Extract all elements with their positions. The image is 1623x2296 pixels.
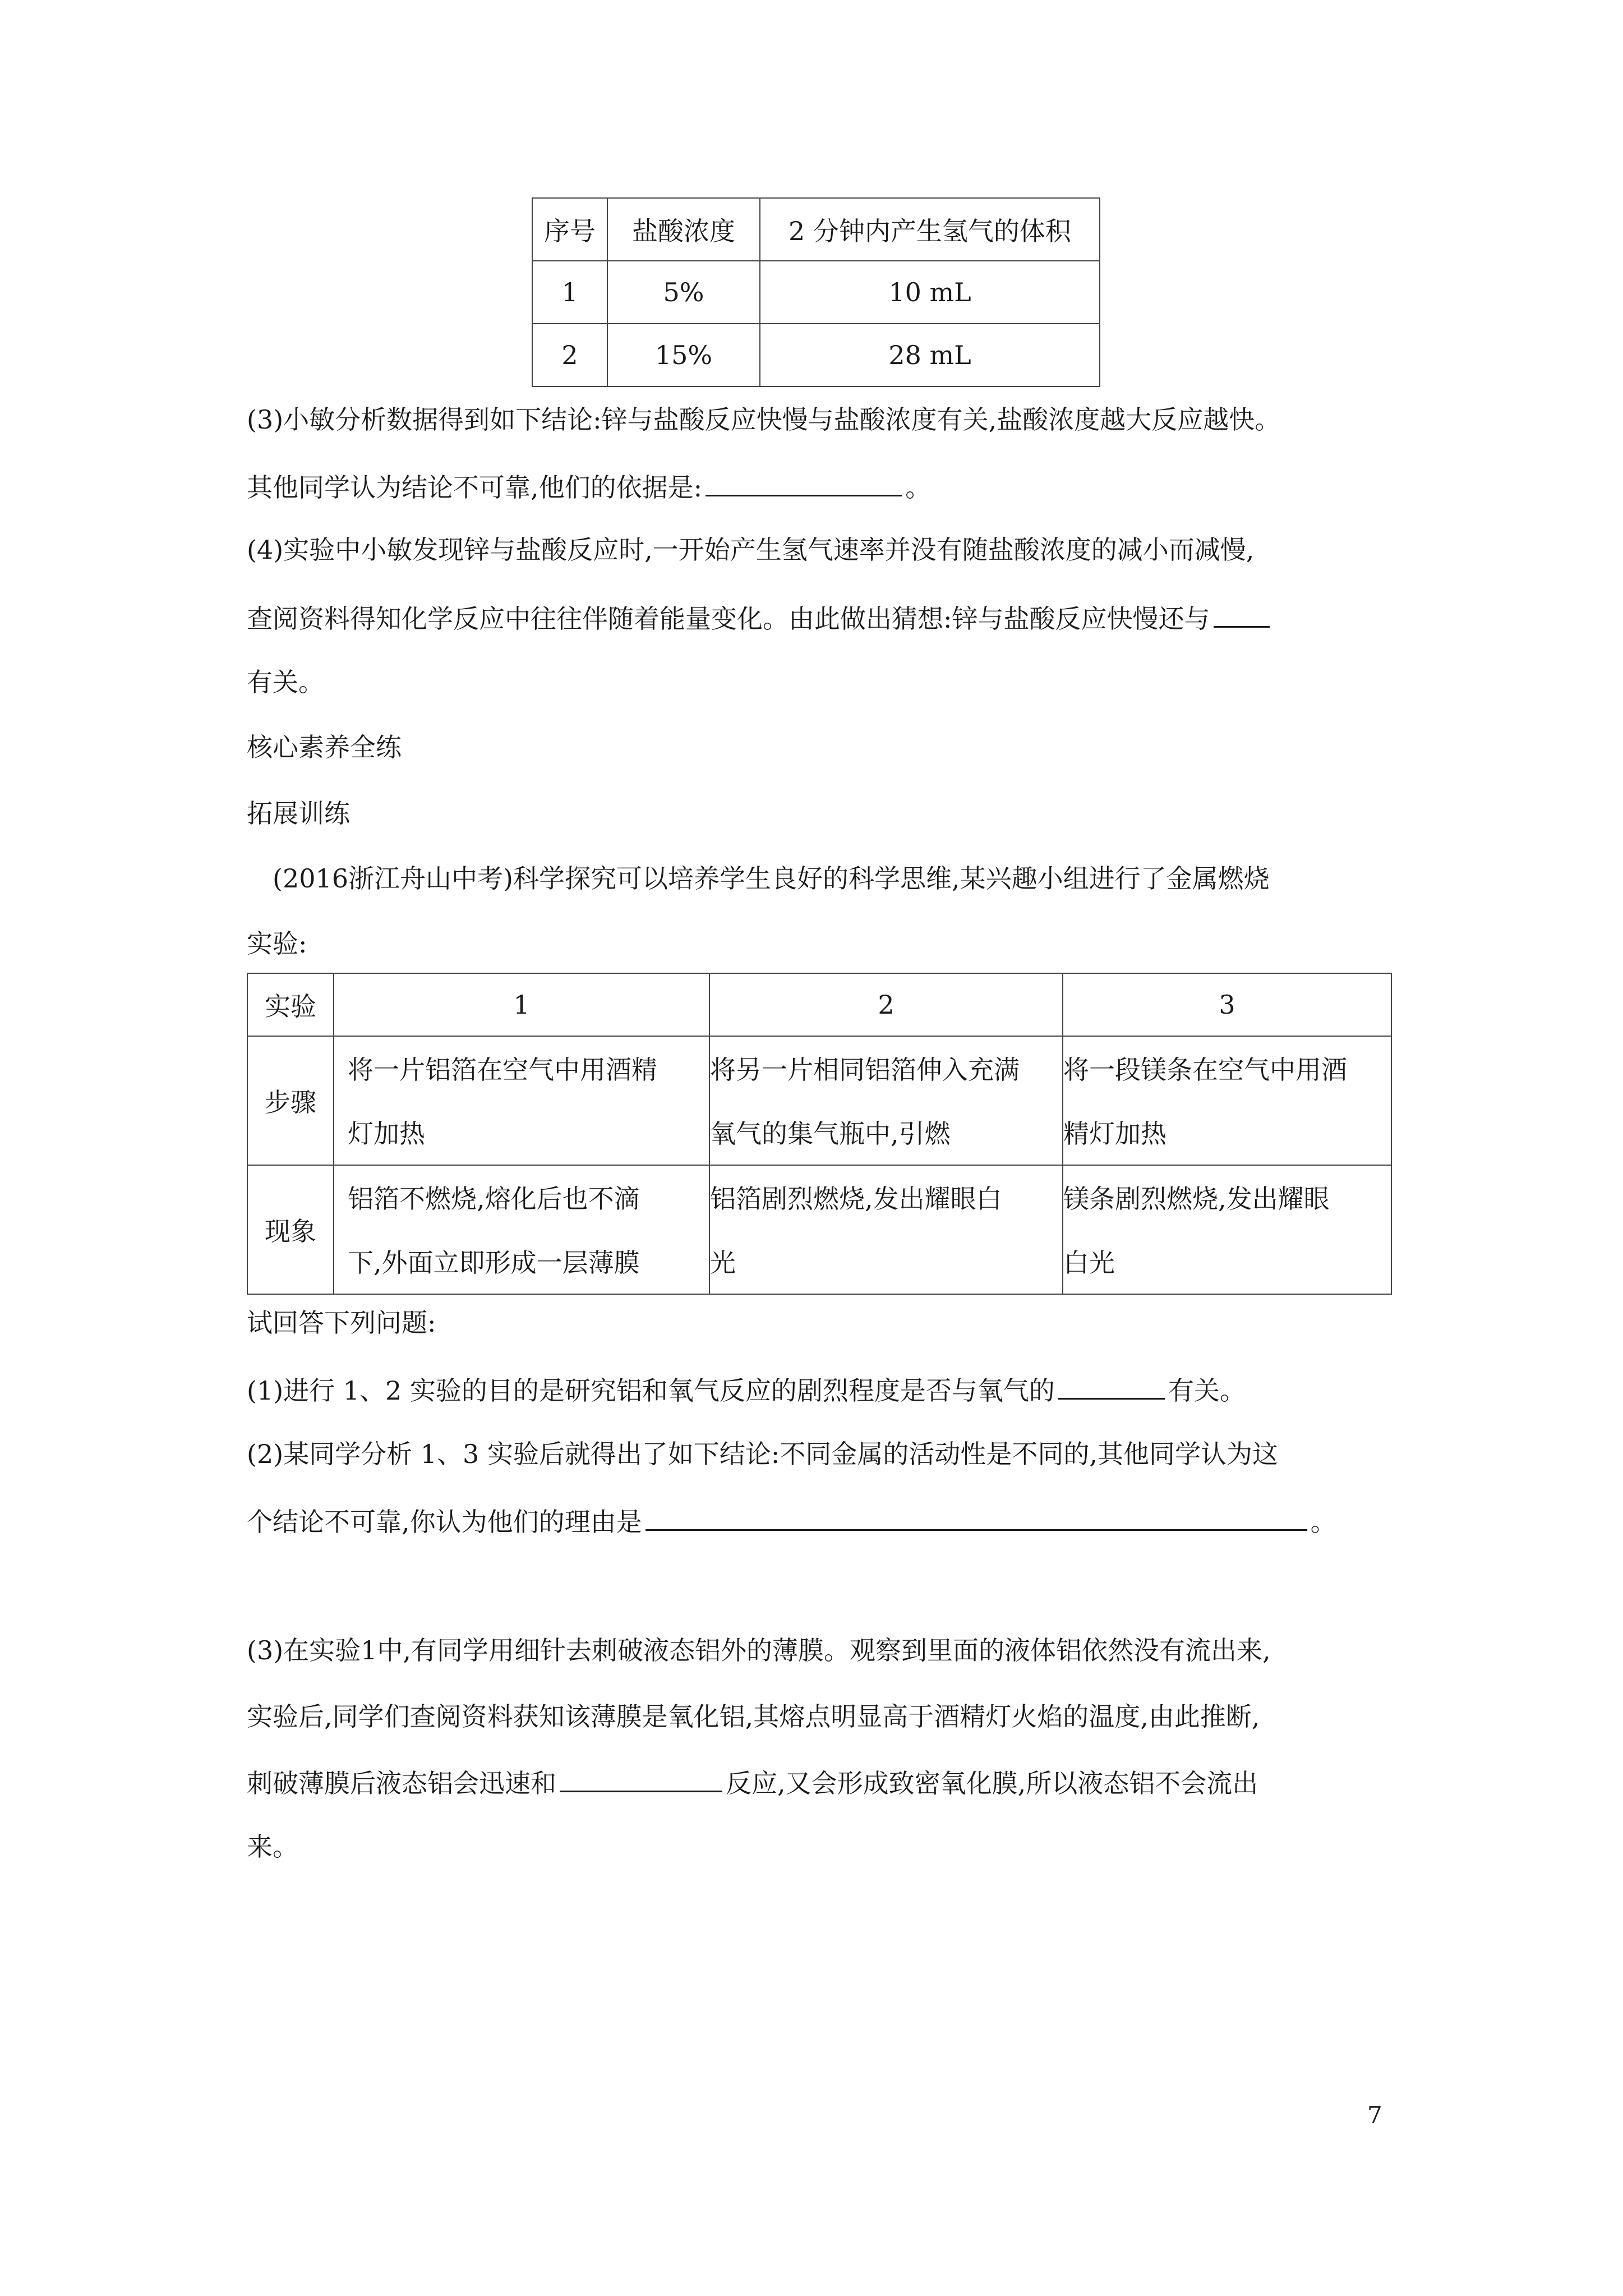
table-header-cell: 盐酸浓度 [607,198,760,261]
table-row [532,261,1100,324]
part-3-line-3 [247,1765,1258,1800]
table-header-row [532,198,1100,261]
cell-line: 白光 [1063,1248,1115,1278]
table-row-steps [247,1036,1391,1165]
table-header-cell: 2 [709,973,1063,1036]
table-header-cell: 2 分钟内产生氢气的体积 [760,198,1100,261]
intro-line-2: 实验: [247,928,307,959]
section-title: 核心素养全练 [247,732,402,762]
question-3-end: 。 [905,472,932,503]
part-1-end: 有关。 [1168,1375,1246,1406]
table-cell: 28 mL [760,324,1100,386]
table-cell: 2 [532,324,607,386]
part-2-text: 个结论不可靠,你认为他们的理由是 [247,1507,642,1537]
part-3-line-1: (3)在实验1中,有同学用细针去刺破液态铝外的薄膜。观察到里面的液体铝依然没有流出来, [247,1635,1271,1665]
page-number: 7 [1367,2101,1382,2129]
table-header-row [247,973,1391,1036]
question-3-text: 其他同学认为结论不可靠,他们的依据是: [247,472,703,503]
table-header-cell: 序号 [532,198,607,261]
part-2-end: 。 [1310,1507,1336,1537]
cell-line: 镁条剧烈燃烧,发出耀眼 [1063,1184,1330,1214]
table-row-phenomena [247,1165,1391,1294]
cell-line: 将一段镁条在空气中用酒 [1063,1055,1347,1085]
row-label-phenomena: 现象 [247,1165,334,1294]
answer-blank[interactable] [560,1765,722,1792]
answer-blank[interactable] [645,1503,1307,1531]
question-3-line-1: (3)小敏分析数据得到如下结论:锌与盐酸反应快慢与盐酸浓度有关,盐酸浓度越大反应越快。 [247,404,1281,435]
cell-line: 光 [710,1248,736,1278]
question-3-line-2 [247,469,931,504]
answer-blank[interactable] [706,469,902,496]
cell-line: 将另一片相同铝箔伸入充满 [710,1055,1020,1085]
table-cell [1063,1165,1391,1294]
part-1 [247,1372,1246,1407]
table-cell: 1 [532,261,607,324]
intro-line-1: (2016浙江舟山中考)科学探究可以培养学生良好的科学思维,某兴趣小组进行了金属燃烧 [273,863,1270,894]
part-3-line-4: 来。 [247,1832,298,1862]
answer-blank[interactable] [1214,600,1270,628]
cell-line: 灯加热 [348,1119,425,1149]
hydrochloric-acid-table [532,197,1100,387]
question-4-line-1: (4)实验中小敏发现锌与盐酸反应时,一开始产生氢气速率并没有随盐酸浓度的减小而减慢, [247,535,1255,565]
part-3-text: 刺破薄膜后液态铝会迅速和 [247,1768,556,1798]
cell-line: 精灯加热 [1063,1119,1166,1149]
part-3-text-cont: 反应,又会形成致密氧化膜,所以液态铝不会流出 [726,1768,1258,1798]
table-header-cell: 3 [1063,973,1391,1036]
cell-line: 铝箔不燃烧,熔化后也不滴 [348,1184,640,1214]
cell-line: 氧气的集气瓶中,引燃 [710,1119,951,1149]
part-1-text: (1)进行 1、2 实验的目的是研究铝和氧气反应的剧烈程度是否与氧气的 [247,1375,1055,1406]
question-4-text: 查阅资料得知化学反应中往往伴随着能量变化。由此做出猜想:锌与盐酸反应快慢还与 [247,604,1210,634]
prompt: 试回答下列问题: [247,1308,436,1338]
table-cell: 5% [607,261,760,324]
table-cell [1063,1036,1391,1165]
table-header-cell: 1 [334,973,709,1036]
row-label-steps: 步骤 [247,1036,334,1165]
cell-line: 铝箔剧烈燃烧,发出耀眼白 [710,1184,1002,1214]
table-row [532,324,1100,386]
table-cell: 15% [607,324,760,386]
table-cell [334,1036,709,1165]
cell-line: 将一片铝箔在空气中用酒精 [348,1055,657,1085]
table-cell [709,1036,1063,1165]
table-cell [709,1165,1063,1294]
part-2-line-2 [247,1503,1336,1539]
cell-line: 下,外面立即形成一层薄膜 [348,1248,640,1278]
question-4-line-2 [247,600,1273,636]
metal-combustion-table [247,973,1392,1295]
table-cell [334,1165,709,1294]
subsection-title: 拓展训练 [247,798,350,829]
part-3-line-2: 实验后,同学们查阅资料获知该薄膜是氧化铝,其熔点明显高于酒精灯火焰的温度,由此推断, [247,1701,1260,1732]
answer-blank[interactable] [1058,1372,1165,1400]
question-4-line-3: 有关。 [247,667,324,697]
table-cell: 10 mL [760,261,1100,324]
table-header-cell: 实验 [247,973,334,1036]
part-2-line-1: (2)某同学分析 1、3 实验后就得出了如下结论:不同金属的活动性是不同的,其他同学认为这 [247,1439,1279,1469]
